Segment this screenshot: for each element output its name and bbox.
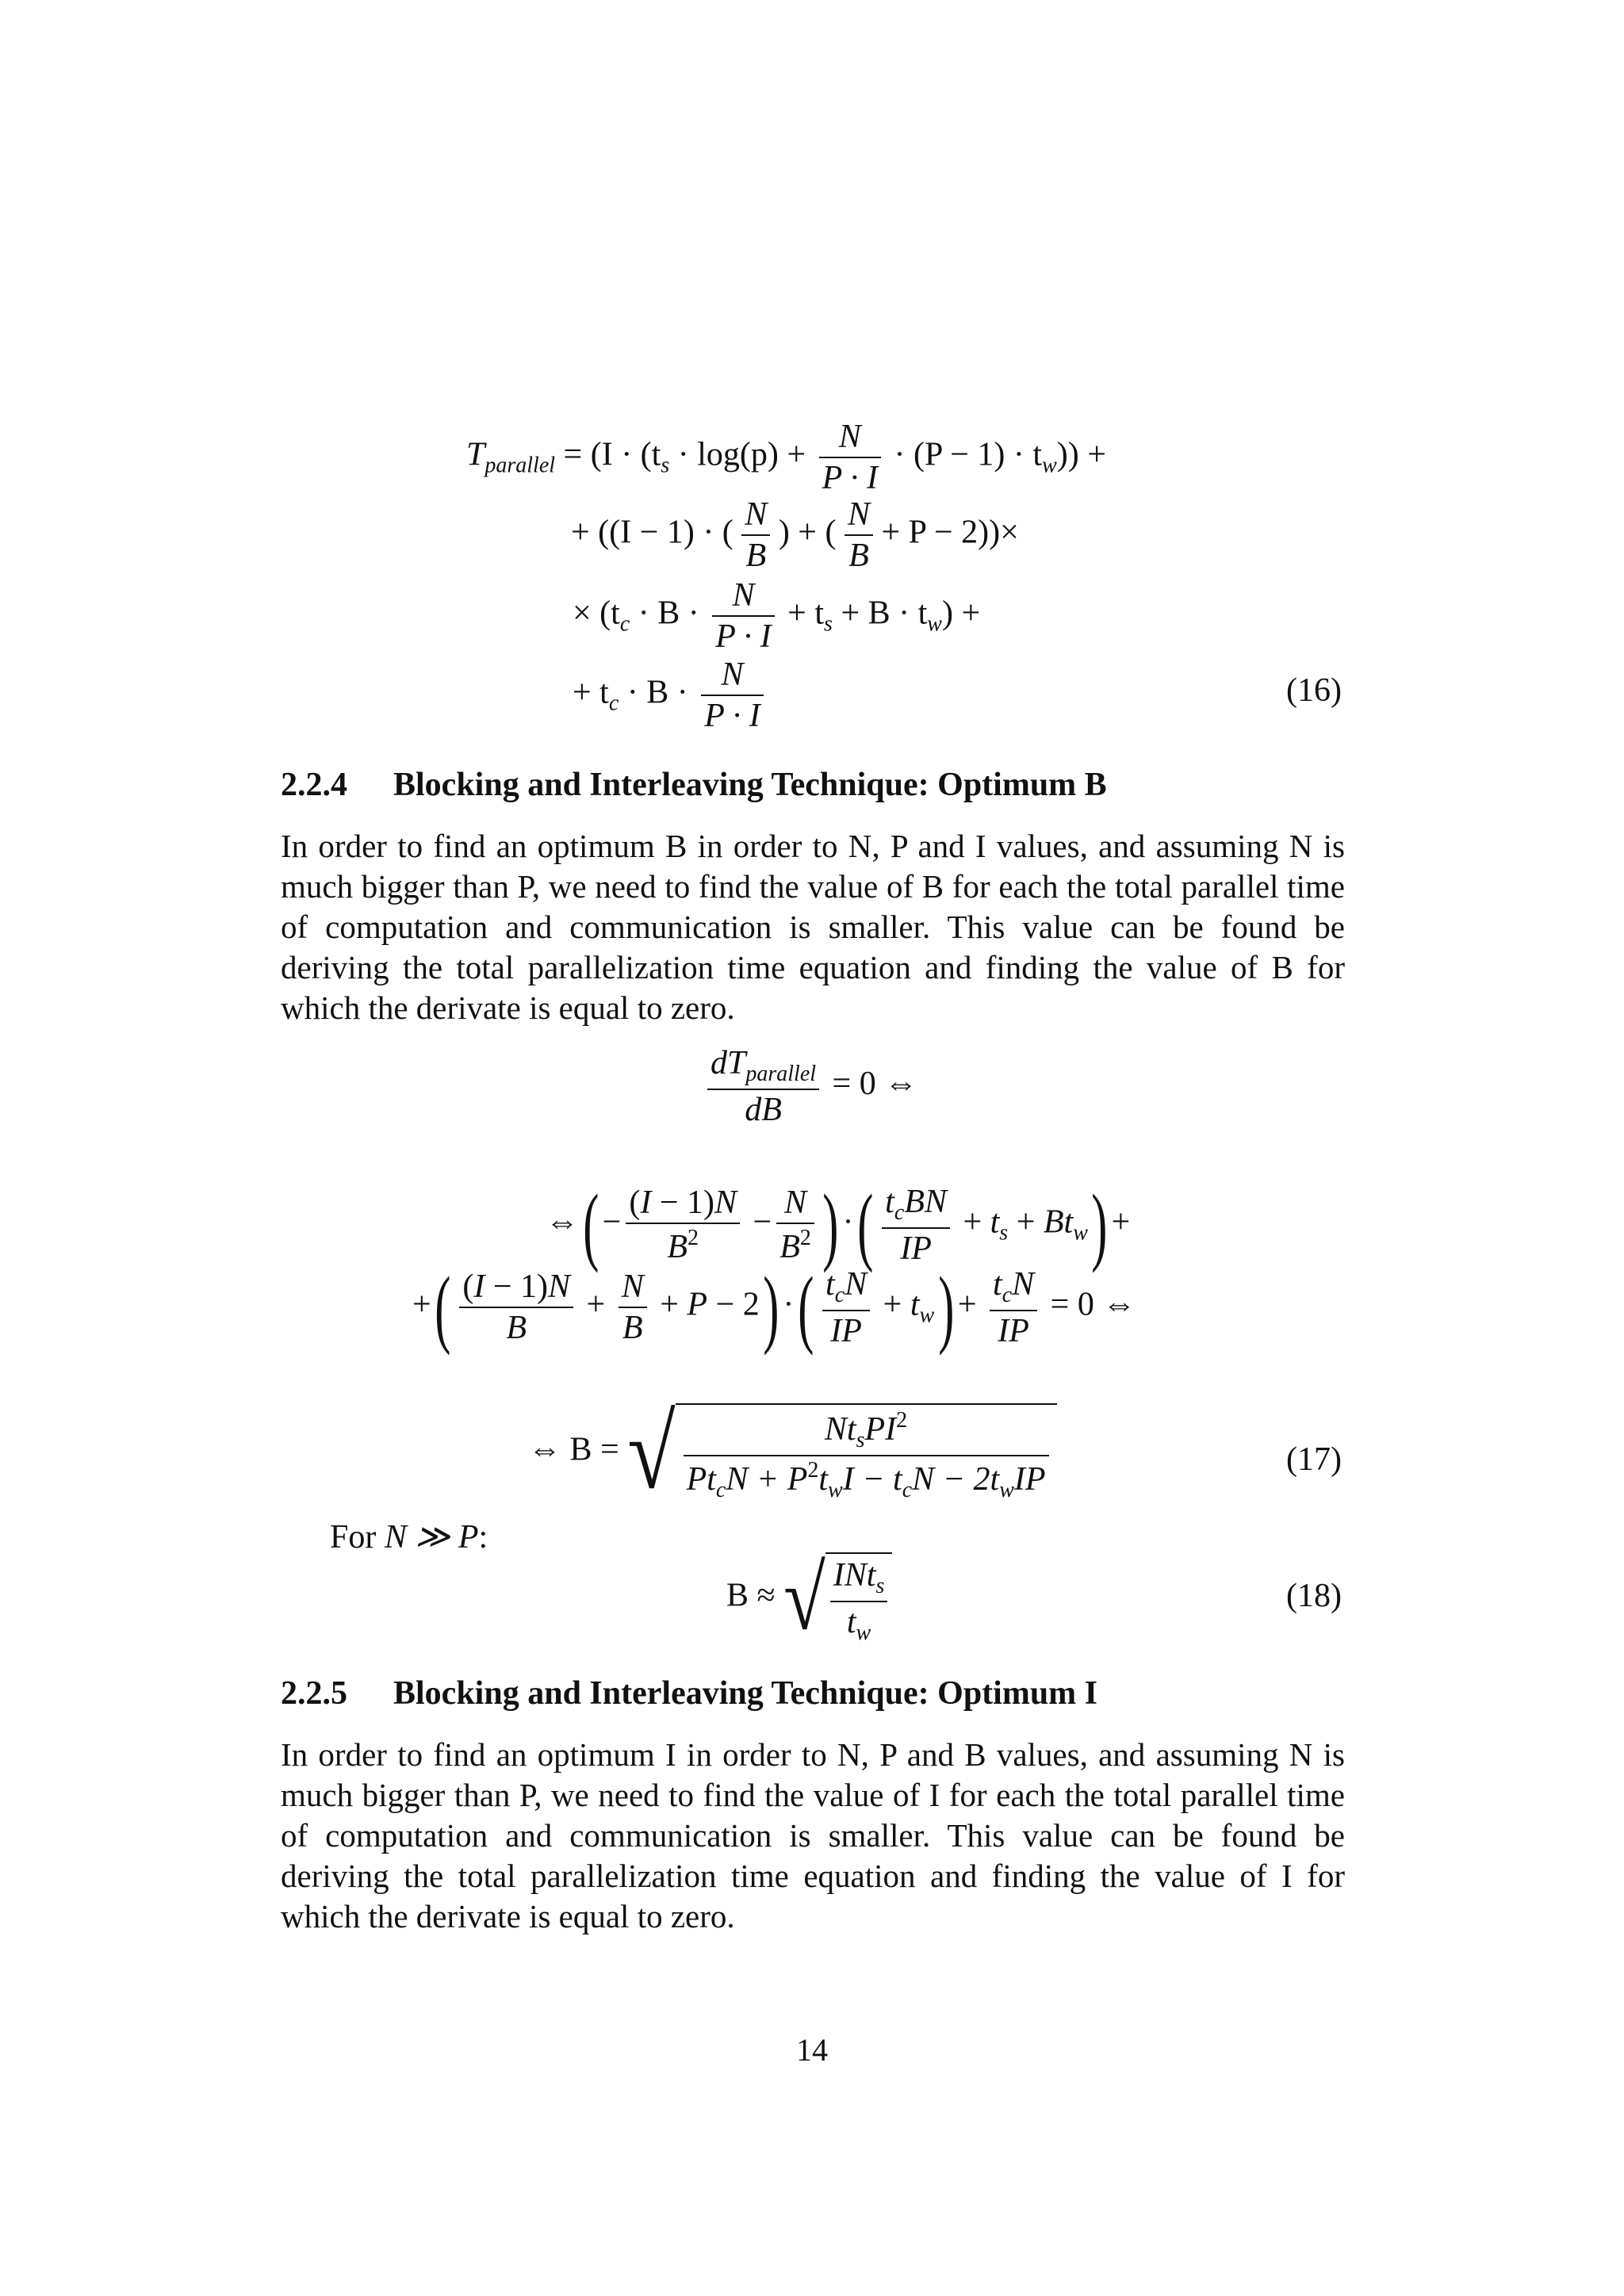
condition-colon: :	[478, 1519, 488, 1556]
page-number: 14	[796, 2032, 828, 2068]
eq16-line2-part-b: ) + (	[778, 514, 837, 551]
eq16-line3-part-a: × (t	[573, 595, 620, 632]
fraction-dtparallel-over-db: $\frac{dT_{parallel}}{dB}$	[707, 1047, 819, 1127]
fraction-n-over-b-3: $\frac{N}{B}$	[619, 1270, 647, 1345]
derivative-expansion-line-1: ⇔ ( − $\frac{(I - 1)N}{B^2}$ − $\frac{N}{B^2}$ ) · ( $\frac{t_cBN}{IP}$ + $t_s + Bt_w$ ) +	[546, 1177, 1131, 1273]
eq16-line1-part-b: · log(p) +	[669, 436, 806, 473]
equation-number-18: (18)	[1286, 1578, 1342, 1614]
section-title: Blocking and Interleaving Technique: Optimum I	[393, 1675, 1098, 1712]
eq18-fraction: $\frac{INt_s}{t_w}$	[830, 1559, 888, 1644]
section-title: Blocking and Interleaving Technique: Optimum B	[393, 767, 1107, 803]
section-heading-2-2-5	[281, 1674, 1097, 1712]
condition-math: N ≫ P	[384, 1519, 479, 1556]
fraction-tcn-over-ip-2: $\frac{t_cN}{IP}$	[990, 1268, 1037, 1348]
eq16-line2-part-a: + ((I − 1) · (	[571, 514, 733, 551]
eq16-line2-part-c: + P − 2))×	[881, 514, 1019, 551]
fraction-tcbn-over-ip: $\frac{t_cBN}{IP}$	[882, 1185, 950, 1265]
eq16-line4-part-b: · B ·	[619, 674, 688, 711]
for-label: For	[330, 1519, 377, 1556]
eq16-line3-part-b: · B ·	[630, 595, 699, 632]
square-root-icon: √	[783, 1547, 825, 1649]
eq17-lhs: ⇔ B =	[528, 1431, 619, 1468]
derivative-rhs: = 0 ⇔	[832, 1066, 918, 1103]
equation-16-line-4: + $t_c \cdot B$ · $\frac{N}{P \cdot I}$	[573, 658, 768, 733]
square-root-icon: √	[627, 1394, 676, 1511]
derivative-expansion-line-2: + ( $\frac{(I - 1)N}{B}$ + $\frac{N}{B}$ + P − 2 ) · ( $\frac{t_cN}{IP}$ + $t_w$ ) + $\frac{t_cN}{IP}$ = 0 ⇔	[412, 1259, 1136, 1356]
section-paragraph-2-2-5: In order to find an optimum I in order to N, P and B values, and assuming N is much bigger than P, we need to find the value of I for each the total parallel time of computation and communication is smaller. This value can be found be deriving the total parallelization time equation and finding the value of I for which the derivate is equal to zero.	[281, 1736, 1345, 1934]
section-number: 2.2.5	[281, 1675, 347, 1712]
fraction-n-over-pi-3: $\frac{N}{P \cdot I}$	[701, 658, 763, 733]
fraction-n-over-pi: $\frac{N}{P \cdot I}$	[819, 420, 881, 495]
section-heading-2-2-4	[281, 766, 1107, 804]
equation-number-16: (16)	[1286, 672, 1342, 709]
equation-number-17: (17)	[1286, 1441, 1342, 1478]
fraction-tcn-over-ip: $\frac{t_cN}{IP}$	[822, 1268, 870, 1348]
equation-16-line-2	[571, 498, 1019, 572]
fraction-i-1-n-over-b: $\frac{(I - 1)N}{B}$	[459, 1270, 573, 1345]
fraction-i-1-n-over-b2: $\frac{(I - 1)N}{B^2}$	[626, 1186, 740, 1264]
eq16-line3-part-e: ) +	[941, 595, 981, 632]
equation-16-line-3: × ($t_c \cdot B$ · $\frac{N}{P \cdot I}$ + $t_s + B \cdot t_w$) +	[573, 577, 981, 655]
eq18-radicand	[825, 1552, 893, 1644]
section-number: 2.2.4	[281, 767, 347, 803]
equation-18	[726, 1547, 892, 1649]
equation-17	[528, 1394, 1057, 1511]
fraction-n-over-b2: $\frac{N}{B^2}$	[776, 1186, 814, 1264]
eq16-line4-part-a: + t	[573, 674, 609, 711]
fraction-n-over-pi-2: $\frac{N}{P \cdot I}$	[712, 579, 774, 653]
eq17-fraction: $\frac{Nt_sPI^2}{Pt_cN + P^2t_wI - t_cN - 2t_wIP}$	[684, 1410, 1049, 1502]
eq16-line1-part-a: = (I · (t	[563, 436, 661, 473]
equation-16-line-1: $T_{parallel} = (I \cdot (t_s \cdot \log(p)$ + $\frac{N}{P \cdot I}$ · $(P - 1) \cdot t_w$)) +	[466, 419, 1106, 496]
for-n-much-greater-p	[330, 1521, 488, 1554]
fraction-n-over-b-2: $\frac{N}{B}$	[845, 498, 873, 572]
fraction-n-over-b-1: $\frac{N}{B}$	[741, 498, 770, 572]
t-parallel-subscript: parallel	[485, 453, 556, 478]
eq16-line1-part-c: · (P − 1) · t	[894, 436, 1043, 473]
section-paragraph-2-2-4: In order to find an optimum B in order to N, P and I values, and assuming N is much bigger than P, we need to find the value of B for each the total parallel time of computation and communication is smaller. This value can be found be deriving the total parallelization time equation and finding the value of B for which the derivate is equal to zero.	[281, 828, 1345, 1026]
eq18-lhs: B ≈	[726, 1577, 776, 1614]
eq16-line3-part-c: + t	[787, 595, 825, 632]
t-parallel-symbol: T	[466, 436, 485, 473]
eq16-line1-part-d: )) +	[1056, 436, 1106, 473]
eq17-radicand	[676, 1403, 1057, 1502]
eq16-line3-part-d: + B · t	[832, 595, 928, 632]
derivative-equation	[703, 1047, 917, 1127]
